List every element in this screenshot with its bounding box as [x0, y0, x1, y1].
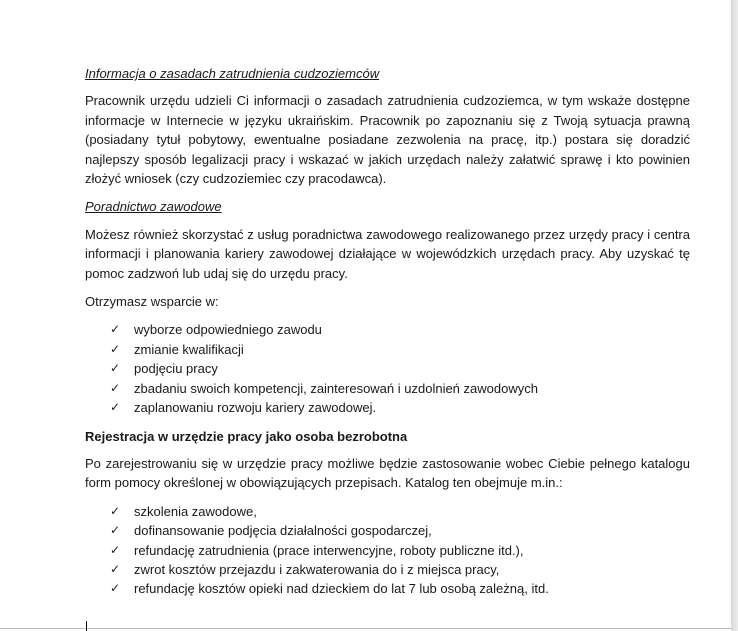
paragraph-foreigners: Pracownik urzędu udzieli Ci informacji o zasadach zatrudnienia cudzoziemca, w tym wskaże dostępne informacje w Internecie w języku ukraińskim. Pracownik po zapoznaniu się z Twoją sytuacja prawną (posiadany tytuł pobytowy, ewentualne posiadane zezwolenia na pracę, itp.) postara się doradzić najlepszy sposób legalizacji pracy i wskazać w jakich urzędach należy załatwić sprawę i kto powinien złożyć wniosek (czy cudzoziemiec czy pracodawca). — [85, 93, 690, 187]
list-item: ✓ zmianie kwalifikacji — [85, 340, 690, 359]
page-bottom-divider — [0, 628, 731, 629]
section-heading-career-counseling: Poradnictwo zawodowe — [85, 199, 222, 215]
paragraph-support-intro: Otrzymasz wsparcie w: — [85, 294, 219, 310]
check-icon: ✓ — [110, 581, 121, 596]
text-cursor — [86, 621, 87, 631]
paragraph-career-counseling: Możesz również skorzystać z usług poradnictwa zawodowego realizowanego przez urzędy pracy i centra informacji i planowania kariery zawodowej działające w wojewódzkich urzędach pracy. Aby uzyskać tę pomoc zadzwoń lub udaj się do urzędu pracy. — [85, 226, 690, 281]
list-item: ✓ dofinansowanie podjęcia działalności gospodarczej, — [85, 521, 690, 540]
check-icon: ✓ — [110, 322, 121, 337]
section-heading-foreigners: Informacja o zasadach zatrudnienia cudzoziemców — [85, 66, 380, 81]
list-item: ✓ podjęciu pracy — [85, 359, 690, 378]
section-heading-unemployed-registration: Rejestracja w urzędzie pracy jako osoba bezrobotna — [85, 428, 408, 444]
check-icon: ✓ — [110, 503, 121, 518]
check-icon: ✓ — [110, 561, 121, 576]
page-edge-shadow — [731, 0, 738, 631]
list-item: ✓ zwrot kosztów przejazdu i zakwaterowania do i z miejsca pracy, — [85, 560, 690, 579]
list-item: ✓ refundację kosztów opieki nad dzieckiem do lat 7 lub osobą zależną, itd. — [85, 579, 690, 598]
paragraph-unemployed-registration: Po zarejestrowaniu się w urzędzie pracy możliwe będzie zastosowanie wobec Ciebie pełnego katalogu form pomocy określonej w obowiązujących przepisach. Katalog ten obejmuje m.in.: — [85, 455, 690, 491]
document-body[interactable] — [85, 64, 690, 608]
check-icon: ✓ — [110, 400, 121, 415]
list-item: ✓ zaplanowaniu rozwoju kariery zawodowej. — [85, 398, 690, 417]
list-item: ✓ zbadaniu swoich kompetencji, zainteresowań i uzdolnień zawodowych — [85, 379, 690, 398]
check-icon: ✓ — [110, 380, 121, 395]
check-icon: ✓ — [110, 341, 121, 356]
check-icon: ✓ — [110, 542, 121, 557]
assistance-forms-list — [85, 502, 690, 599]
support-list — [85, 320, 690, 417]
check-icon: ✓ — [110, 361, 121, 376]
list-item: ✓ szkolenia zawodowe, — [85, 502, 690, 521]
list-item: ✓ refundację zatrudnienia (prace interwencyjne, roboty publiczne itd.), — [85, 541, 690, 560]
check-icon: ✓ — [110, 523, 121, 538]
list-item: ✓ wyborze odpowiedniego zawodu — [85, 320, 690, 339]
